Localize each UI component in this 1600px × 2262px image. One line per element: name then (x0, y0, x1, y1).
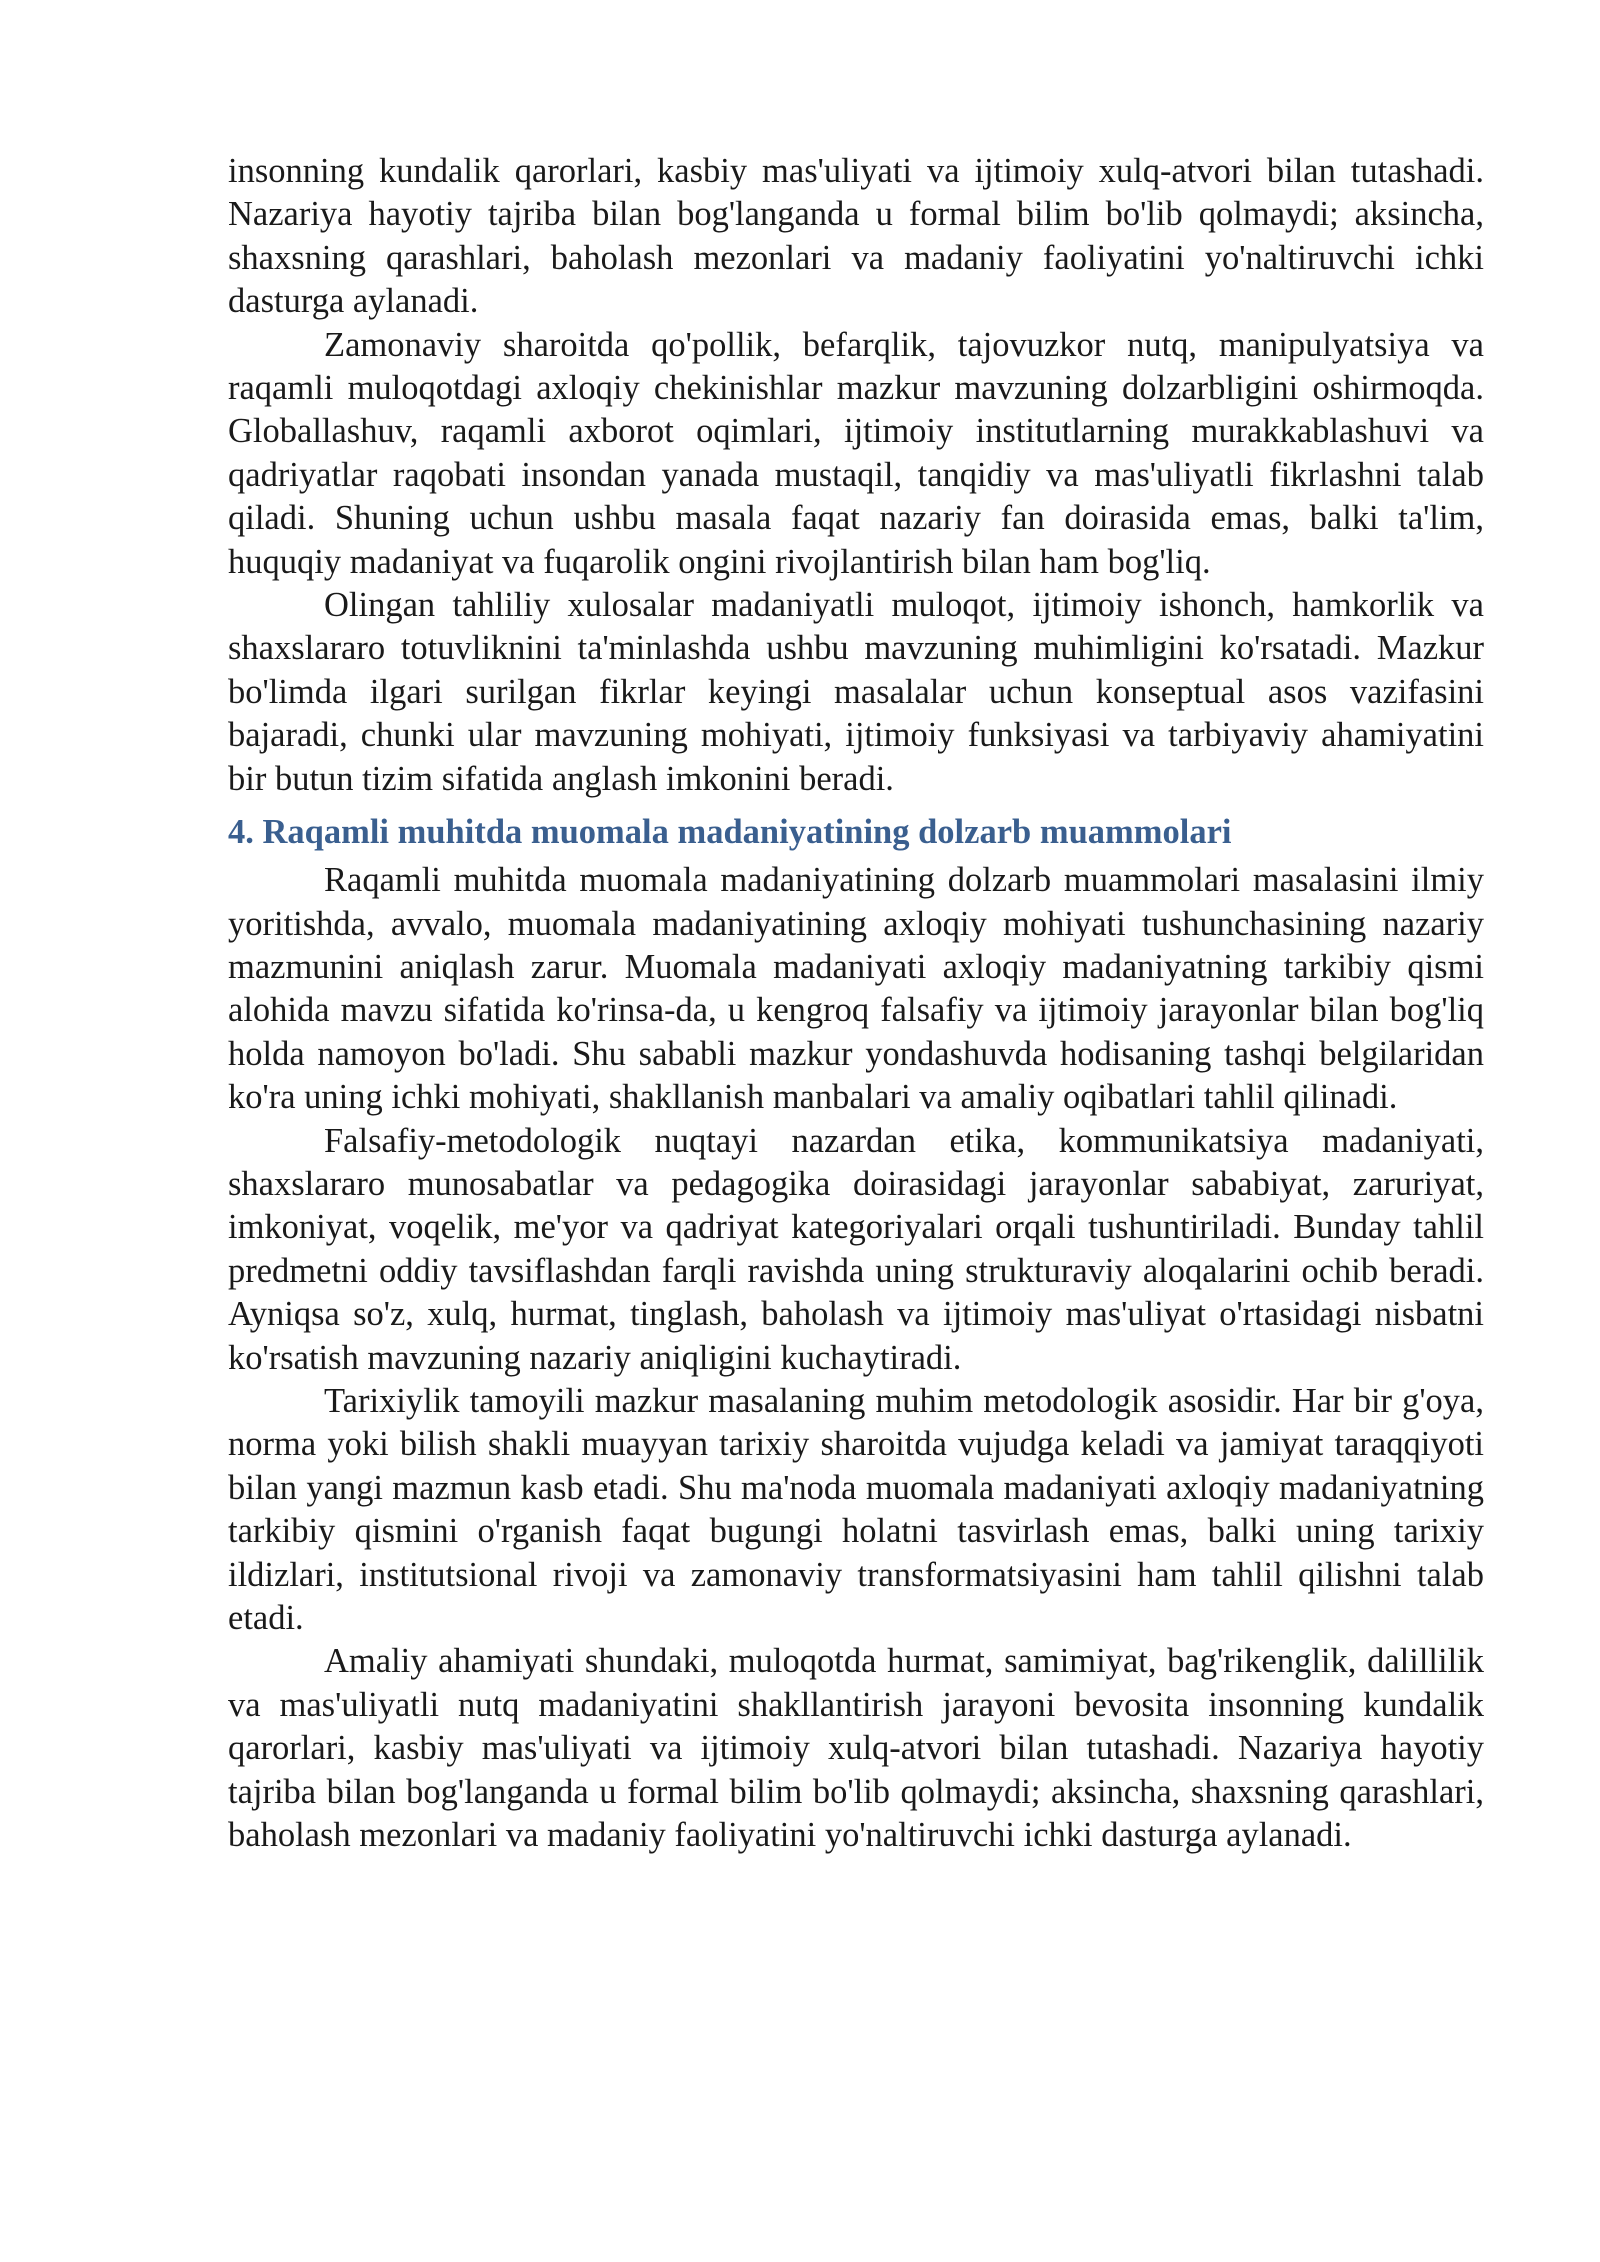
paragraph-methodology: Falsafiy-metodologik nuqtayi nazardan etika, kommunikatsiya madaniyati, shaxslararo munosabatlar va pedagogika doirasidagi jarayonlar sababiyat, zaruriyat, imkoniyat, voqelik, me'yor va qadriyat kategoriyalari orqali tushuntiriladi. Bunday tahlil predmetni oddiy tavsiflashdan farqli ravishda uning strukturaviy aloqalarini ochib beradi. Ayniqsa so'z, xulq, hurmat, tinglash, baholash va ijtimoiy mas'uliyat o'rtasidagi nisbatni ko'rsatish mavzuning nazariy aniqligini kuchaytiradi. (228, 1121, 1484, 1377)
paragraph-continuation: insonning kundalik qarorlari, kasbiy mas'uliyati va ijtimoiy xulq-atvori bilan tutashadi. Nazariya hayotiy tajriba bilan bog'langanda u formal bilim bo'lib qolmaydi; aksincha, shaxsning qarashlari, baholash mezonlari va madaniy faoliyatini yo'naltiruvchi ichki dasturga aylanadi. (228, 152, 1484, 321)
document-page (228, 150, 1484, 1857)
paragraph-historicity: Tarixiylik tamoyili mazkur masalaning muhim metodologik asosidir. Har bir g'oya, norma yoki bilish shakli muayyan tarixiy sharoitda vujudga keladi va jamiyat taraqqiyoti bilan yangi mazmun kasb etadi. Shu ma'noda muomala madaniyati axloqiy madaniyatning tarkibiy qismini o'rganish faqat bugungi holatni tasvirlash emas, balki uning tarixiy ildizlari, institutsional rivoji va zamonaviy transformatsiyasini ham tahlil qilishni talab etadi. (228, 1381, 1484, 1637)
section-heading: 4. Raqamli muhitda muomala madaniyatining dolzarb muammolari (228, 813, 1232, 852)
paragraph-conclusions: Olingan tahliliy xulosalar madaniyatli muloqot, ijtimoiy ishonch, hamkorlik va shaxslararo totuvliknini ta'minlashda ushbu mavzuning muhimligini ko'rsatadi. Mazkur bo'limda ilgari surilgan fikrlar keyingi masalalar uchun konseptual asos vazifasini bajaradi, chunki ular mavzuning mohiyati, ijtimoiy funksiyasi va tarbiyaviy ahamiyatini bir butun tizim sifatida anglash imkonini beradi. (228, 586, 1484, 798)
paragraph-section-intro: Raqamli muhitda muomala madaniyatining dolzarb muammolari masalasini ilmiy yoritishda, avvalo, muomala madaniyatining axloqiy mohiyati tushunchasining nazariy mazmunini aniqlash zarur. Muomala madaniyati axloqiy madaniyatning tarkibiy qismi alohida mavzu sifatida ko'rinsa-da, u kengroq falsafiy va ijtimoiy jarayonlar bilan bog'liq holda namoyon bo'ladi. Shu sababli mazkur yondashuvda hodisaning tashqi belgilaridan ko'ra uning ichki mohiyati, shakllanish manbalari va amaliy oqibatlari tahlil qilinadi. (228, 861, 1484, 1117)
paragraph-relevance: Zamonaviy sharoitda qo'pollik, befarqlik, tajovuzkor nutq, manipulyatsiya va raqamli muloqotdagi axloqiy chekinishlar mazkur mavzuning dolzarbligini oshirmoqda. Globallashuv, raqamli axborot oqimlari, ijtimoiy institutlarning murakkablashuvi va qadriyatlar raqobati insondan yanada mustaqil, tanqidiy va mas'uliyatli fikrlashni talab qiladi. Shuning uchun ushbu masala faqat nazariy fan doirasida emas, balki ta'lim, huquqiy madaniyat va fuqarolik ongini rivojlantirish bilan ham bog'liq. (228, 325, 1484, 581)
paragraph-practical-significance: Amaliy ahamiyati shundaki, muloqotda hurmat, samimiyat, bag'rikenglik, dalillilik va mas'uliyatli nutq madaniyatini shakllantirish jarayoni bevosita insonning kundalik qarorlari, kasbiy mas'uliyati va ijtimoiy xulq-atvori bilan tutashadi. Nazariya hayotiy tajriba bilan bog'langanda u formal bilim bo'lib qolmaydi; aksincha, shaxsning qarashlari, baholash mezonlari va madaniy faoliyatini yo'naltiruvchi ichki dasturga aylanadi. (228, 1642, 1484, 1855)
